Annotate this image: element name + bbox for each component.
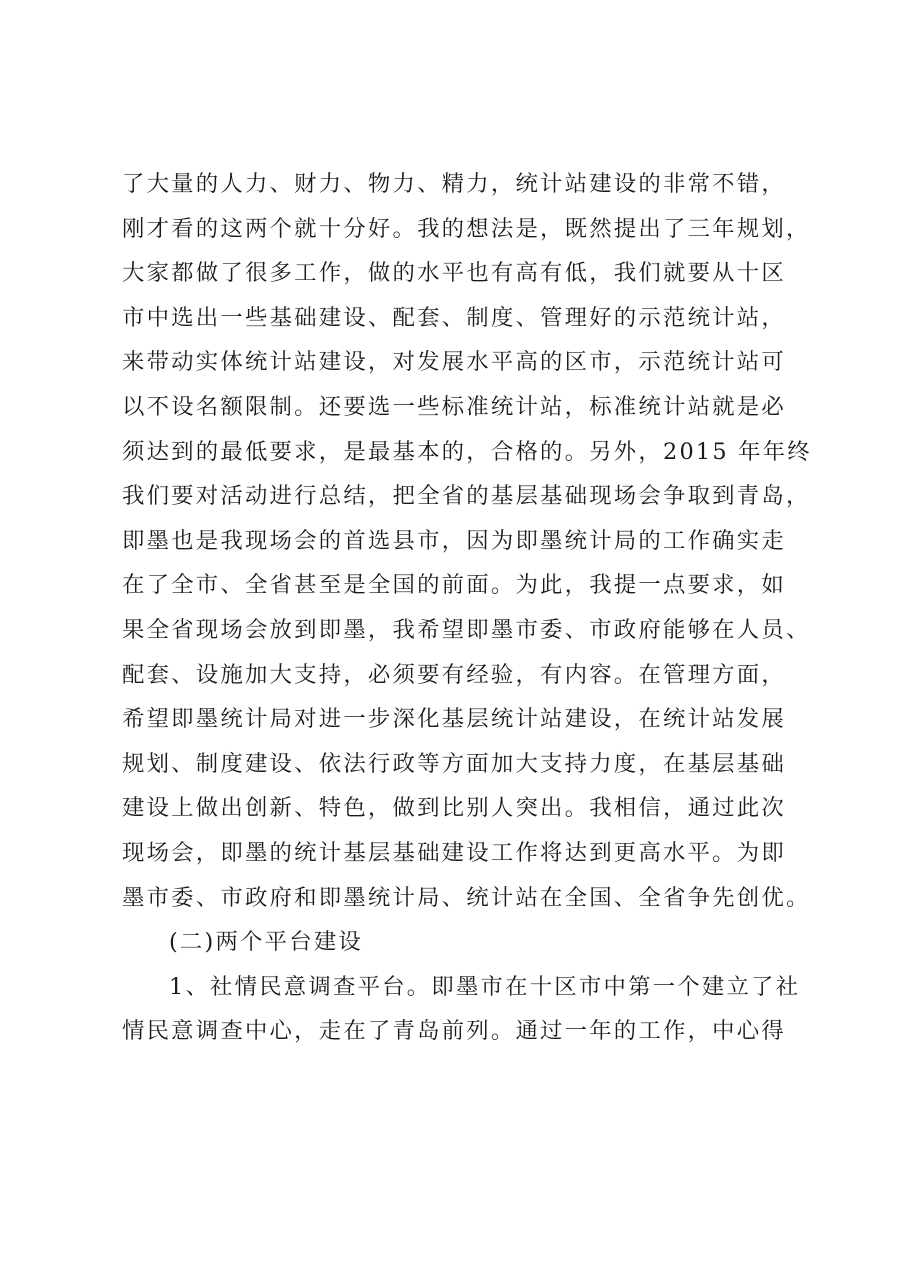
paragraph-line: 须达到的最低要求，是最基本的，合格的。另外，2015 年年终 <box>122 438 812 465</box>
paragraph-line: 墨市委、市政府和即墨统计局、统计站在全国、全省争先创优。 <box>122 884 811 911</box>
paragraph-line: 在了全市、全省甚至是全国的前面。为此，我提一点要求，如 <box>122 572 786 599</box>
paragraph-line: 大家都做了很多工作，做的水平也有高有低，我们就要从十区 <box>122 260 786 287</box>
paragraph-line: 了大量的人力、财力、物力、精力，统计站建设的非常不错， <box>122 171 786 197</box>
paragraph-line: 规划、制度建设、依法行政等方面加大支持力度，在基层基础 <box>122 750 786 777</box>
paragraph-line: 即墨也是我现场会的首选县市，因为即墨统计局的工作确实走 <box>122 527 786 554</box>
document-body <box>122 162 812 1054</box>
item-line: 情民意调查中心，走在了青岛前列。通过一年的工作，中心得 <box>122 1018 786 1045</box>
paragraph-line: 现场会，即墨的统计基层基础建设工作将达到更高水平。为即 <box>122 839 786 866</box>
paragraph-line: 希望即墨统计局对进一步深化基层统计站建设，在统计站发展 <box>122 706 786 733</box>
paragraph-line: 来带动实体统计站建设，对发展水平高的区市，示范统计站可 <box>122 349 786 376</box>
item-line: 1、社情民意调查平台。即墨市在十区市中第一个建立了社 <box>169 973 801 1000</box>
paragraph-line: 配套、设施加大支持，必须要有经验，有内容。在管理方面， <box>122 661 786 688</box>
paragraph-line: 果全省现场会放到即墨，我希望即墨市委、市政府能够在人员、 <box>122 616 811 643</box>
paragraph-line: 我们要对活动进行总结，把全省的基层基础现场会争取到青岛， <box>122 483 811 510</box>
paragraph-line: 以不设名额限制。还要选一些标准统计站，标准统计站就是必 <box>122 393 786 420</box>
paragraph-line: 建设上做出创新、特色，做到比别人突出。我相信，通过此次 <box>122 795 786 822</box>
paragraph-line: 市中选出一些基础建设、配套、制度、管理好的示范统计站， <box>122 304 786 331</box>
section-heading: (二)两个平台建设 <box>169 929 364 956</box>
paragraph-line: 刚才看的这两个就十分好。我的想法是，既然提出了三年规划， <box>122 215 811 242</box>
